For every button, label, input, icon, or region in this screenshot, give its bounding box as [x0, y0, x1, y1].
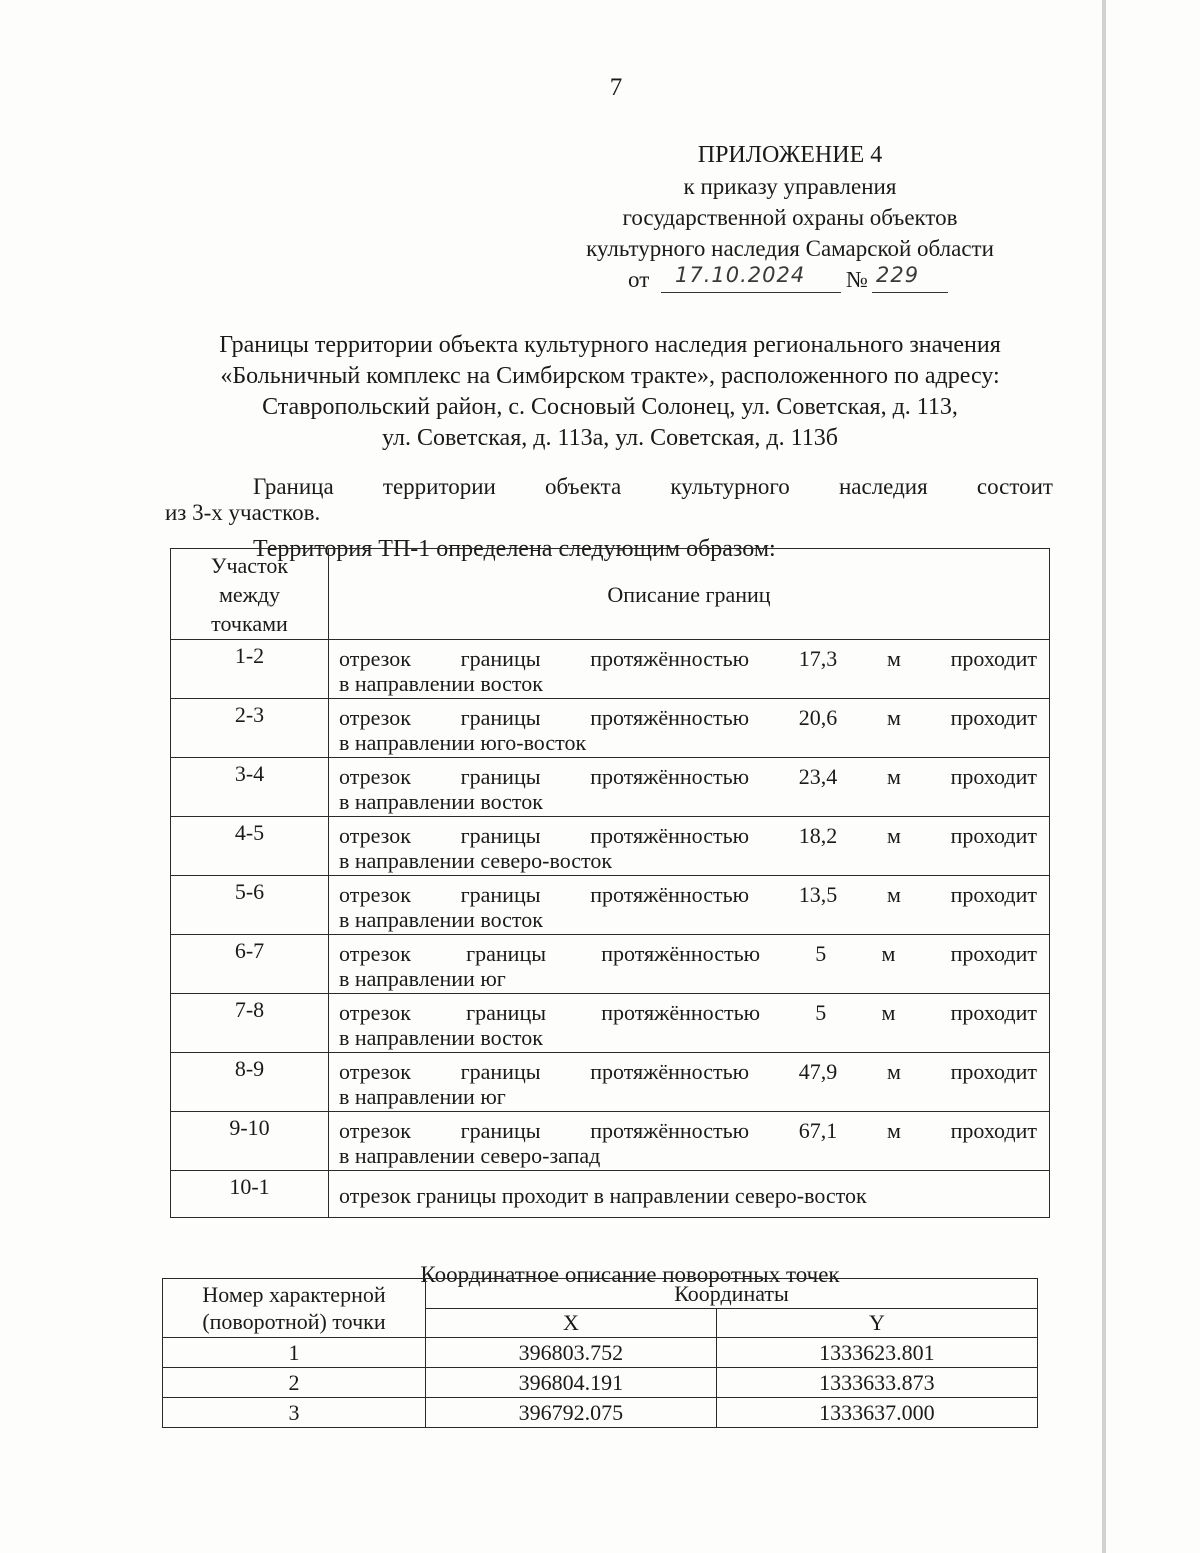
appendix-title: ПРИЛОЖЕНИЕ 4 — [697, 142, 883, 168]
description-cell — [329, 758, 1050, 817]
order-date-line — [520, 264, 1060, 304]
description-text: отрезок границы протяжённостью 20,6 м проходит — [339, 705, 1037, 730]
description-cell — [329, 1171, 1050, 1218]
description-text: в направлении северо-запад — [339, 1143, 601, 1168]
description-cell — [329, 935, 1050, 994]
y-cell: 1333637.000 — [716, 1398, 1037, 1428]
description-text: отрезок границы протяжённостью 67,1 м проходит — [339, 1118, 1037, 1143]
table-header-row — [163, 1279, 1038, 1309]
x-cell: 396803.752 — [426, 1338, 717, 1368]
page-number: 7 — [609, 74, 623, 101]
scan-edge-line — [1102, 0, 1106, 1553]
table-row — [171, 876, 1050, 935]
y-cell: 1333633.873 — [716, 1368, 1037, 1398]
document-heading — [160, 330, 1060, 454]
description-text: отрезок границы протяжённостью 23,4 м проходит — [339, 764, 1037, 789]
description-cell — [329, 1112, 1050, 1171]
table-row — [171, 994, 1050, 1053]
description-cell — [329, 699, 1050, 758]
table-row — [171, 817, 1050, 876]
description-cell — [329, 1053, 1050, 1112]
table-row — [171, 640, 1050, 699]
segment-cell: 9-10 — [171, 1112, 329, 1171]
segment-cell: 5-6 — [171, 876, 329, 935]
table-row — [163, 1368, 1038, 1398]
table-row — [171, 1053, 1050, 1112]
from-label: от — [628, 267, 650, 292]
description-cell — [329, 876, 1050, 935]
description-text: отрезок границы протяжённостью 18,2 м проходит — [339, 823, 1037, 848]
description-text: отрезок границы проходит в направлении северо-восток — [339, 1183, 867, 1208]
date-field — [661, 264, 841, 293]
y-header: Y — [716, 1308, 1037, 1338]
header-text: Участок — [210, 552, 289, 578]
description-text: отрезок границы протяжённостью 17,3 м проходит — [339, 646, 1037, 671]
x-cell: 396792.075 — [426, 1398, 717, 1428]
description-text: в направлении восток — [339, 1025, 543, 1050]
segment-cell: 1-2 — [171, 640, 329, 699]
segment-cell: 8-9 — [171, 1053, 329, 1112]
coordinates-header: Координаты — [426, 1279, 1038, 1309]
description-text: в направлении восток — [339, 671, 543, 696]
paragraph-line: из 3-х участков. — [165, 500, 321, 525]
segment-cell: 4-5 — [171, 817, 329, 876]
table-row — [163, 1398, 1038, 1428]
paragraph-line: Граница территории объекта культурного наследия состоит — [253, 474, 1053, 499]
body-paragraph — [165, 474, 1053, 526]
point-cell: 2 — [163, 1368, 426, 1398]
y-cell: 1333623.801 — [716, 1338, 1037, 1368]
appendix-block — [520, 140, 1060, 304]
handwritten-date: 17.10.2024 — [675, 263, 806, 287]
segment-cell: 3-4 — [171, 758, 329, 817]
table-row — [163, 1338, 1038, 1368]
heading-line: «Больничный комплекс на Симбирском тракте», расположенного по адресу: — [220, 363, 1000, 389]
appendix-line: государственной охраны объектов — [622, 205, 958, 230]
number-field — [872, 264, 948, 293]
point-number-header — [163, 1279, 426, 1338]
description-text: отрезок границы протяжённостью 5 м проходит — [339, 1000, 1037, 1025]
header-text: Номер характерной — [202, 1282, 386, 1307]
segment-header — [171, 549, 329, 640]
description-text: в направлении юг — [339, 966, 506, 991]
header-text: между — [218, 581, 281, 607]
heading-line: Ставропольский район, с. Сосновый Солонец, ул. Советская, д. 113, — [262, 394, 958, 420]
coordinates-table — [162, 1278, 1038, 1428]
segment-cell: 2-3 — [171, 699, 329, 758]
number-sign: № — [846, 267, 868, 292]
table-row — [171, 935, 1050, 994]
table-intro: Территория ТП-1 определена следующим образом: — [253, 536, 776, 562]
description-cell — [329, 640, 1050, 699]
heading-line: Границы территории объекта культурного наследия регионального значения — [219, 332, 1001, 358]
description-text: отрезок границы протяжённостью 47,9 м проходит — [339, 1059, 1037, 1084]
boundary-table — [170, 548, 1050, 1218]
description-text: в направлении северо-восток — [339, 848, 613, 873]
description-header: Описание границ — [329, 549, 1050, 640]
header-text: (поворотной) точки — [202, 1309, 386, 1334]
description-cell — [329, 817, 1050, 876]
description-cell — [329, 994, 1050, 1053]
x-header: X — [426, 1308, 717, 1338]
table-row — [171, 1112, 1050, 1171]
handwritten-number: 229 — [876, 263, 920, 287]
heading-line: ул. Советская, д. 113а, ул. Советская, д. 113б — [382, 425, 838, 451]
point-cell: 3 — [163, 1398, 426, 1428]
header-text: точками — [211, 610, 288, 636]
description-text: отрезок границы протяжённостью 5 м проходит — [339, 941, 1037, 966]
coordinates-title: Координатное описание поворотных точек — [420, 1262, 840, 1287]
description-text: в направлении юг — [339, 1084, 506, 1109]
description-text: в направлении восток — [339, 789, 543, 814]
segment-cell: 7-8 — [171, 994, 329, 1053]
x-cell: 396804.191 — [426, 1368, 717, 1398]
table-header-row — [171, 549, 1050, 640]
segment-cell: 10-1 — [171, 1171, 329, 1218]
table-row — [171, 1171, 1050, 1218]
segment-cell: 6-7 — [171, 935, 329, 994]
point-cell: 1 — [163, 1338, 426, 1368]
description-text: в направлении восток — [339, 907, 543, 932]
appendix-line: культурного наследия Самарской области — [586, 236, 994, 261]
table-row — [171, 758, 1050, 817]
table-row — [171, 699, 1050, 758]
description-text: в направлении юго-восток — [339, 730, 587, 755]
description-text: отрезок границы протяжённостью 13,5 м проходит — [339, 882, 1037, 907]
appendix-line: к приказу управления — [683, 174, 897, 199]
